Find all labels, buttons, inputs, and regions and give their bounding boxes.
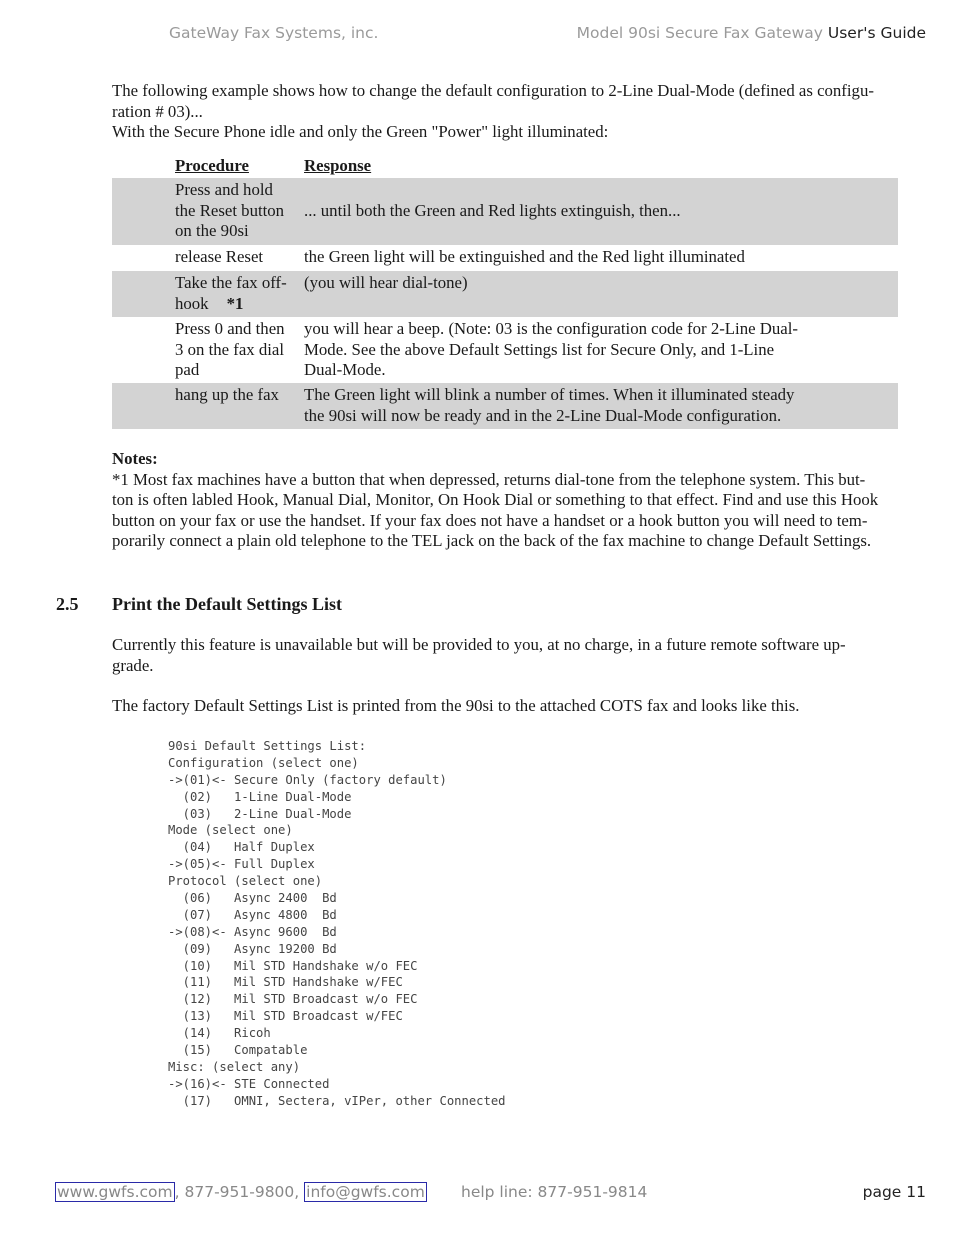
procedure-cell-line: on the 90si	[175, 221, 249, 240]
intro-line: With the Secure Phone idle and only the Green "Power" light illuminated:	[112, 122, 609, 141]
table-row	[112, 383, 898, 429]
body-paragraph	[112, 635, 898, 676]
response-cell-line: Dual-Mode.	[304, 360, 386, 379]
notes-line: *1 Most fax machines have a button that when depressed, returns dial-tone from the telephone system. This but-	[112, 469, 866, 489]
procedure-cell-line: Take the fax off-	[175, 273, 287, 292]
footer-contact	[55, 1183, 427, 1201]
procedure-cell-line: hang up the fax	[175, 385, 279, 404]
notes-line: button on your fax or use the handset. If your fax does not have a handset or a hook button you will need to tem-	[112, 510, 868, 530]
intro-line: ration # 03)...	[112, 101, 203, 121]
procedure-cell-line: hook	[175, 293, 209, 313]
body-line: The factory Default Settings List is printed from the 90si to the attached COTS fax and looks like this.	[112, 696, 800, 715]
response-cell-line: you will hear a beep. (Note: 03 is the configuration code for 2-Line Dual-	[304, 319, 798, 338]
settings-line: (02) 1-Line Dual-Mode	[168, 789, 352, 804]
settings-line: (11) Mil STD Handshake w/FEC	[168, 975, 403, 990]
response-cell-line: ... until both the Green and Red lights extinguish, then...	[304, 201, 681, 220]
notes-line: porarily connect a plain old telephone to the TEL jack on the back of the fax machine to change Default Settings.	[112, 531, 872, 550]
response-cell-line: the 90si will now be ready and in the 2-Line Dual-Mode configuration.	[304, 405, 782, 425]
intro-paragraph	[112, 81, 898, 143]
response-cell-line: The Green light will blink a number of times. When it illuminated steady	[304, 385, 795, 404]
header-company: GateWay Fax Systems, inc.	[169, 24, 379, 42]
table-row	[112, 178, 898, 245]
response-cell-line: the Green light will be extinguished and the Red light illuminated	[304, 247, 745, 266]
settings-line: ->(05)<- Full Duplex	[168, 857, 315, 872]
notes-line: ton is often labled Hook, Manual Dial, Monitor, On Hook Dial or something to that effect. Find and use this Hook	[112, 490, 879, 509]
settings-line: (10) Mil STD Handshake w/o FEC	[168, 958, 418, 973]
notes-section	[112, 449, 898, 552]
procedure-cell-line: the Reset button	[175, 200, 285, 220]
settings-line: (09) Async 19200 Bd	[168, 941, 337, 956]
website-link[interactable]: www.gwfs.com	[57, 1183, 173, 1201]
settings-line: ->(01)<- Secure Only (factory default)	[168, 772, 447, 787]
table-row	[112, 245, 898, 271]
default-settings-list	[168, 738, 506, 1110]
procedure-table	[112, 156, 898, 429]
section-number: 2.5	[56, 594, 79, 614]
response-cell-line: (you will hear dial-tone)	[304, 273, 468, 292]
footnote-marker: *1	[226, 293, 244, 313]
response-cell-line: Mode. See the above Default Settings list for Secure Only, and 1-Line	[304, 339, 775, 359]
settings-line: (12) Mil STD Broadcast w/o FEC	[168, 992, 418, 1007]
settings-line: (14) Ricoh	[168, 1026, 271, 1041]
settings-line: Protocol (select one)	[168, 874, 323, 889]
settings-line: Configuration (select one)	[168, 755, 359, 770]
procedure-cell-line: Press 0 and then	[175, 319, 285, 338]
section-title: Print the Default Settings List	[112, 594, 342, 614]
settings-line: (17) OMNI, Sectera, vIPer, other Connected	[168, 1093, 506, 1108]
settings-line: (15) Compatable	[168, 1043, 308, 1058]
procedure-cell-line: release Reset	[175, 247, 264, 266]
notes-title: Notes:	[112, 449, 158, 468]
header-model: Model 90si Secure Fax Gateway	[576, 24, 823, 42]
settings-line: ->(16)<- STE Connected	[168, 1076, 330, 1091]
settings-line: ->(08)<- Async 9600 Bd	[168, 924, 337, 939]
settings-line: Mode (select one)	[168, 823, 293, 838]
header-guide: User's Guide	[827, 24, 926, 42]
table-header-row	[112, 156, 898, 178]
settings-line: (13) Mil STD Broadcast w/FEC	[168, 1009, 403, 1024]
response-header: Response	[304, 156, 372, 175]
body-paragraph	[112, 696, 898, 717]
footer-helpline: help line: 877-951-9814	[461, 1183, 648, 1201]
email-link[interactable]: info@gwfs.com	[306, 1183, 425, 1201]
procedure-cell-line: Press and hold	[175, 180, 273, 199]
page-number: page 11	[862, 1183, 926, 1201]
settings-line: (06) Async 2400 Bd	[168, 891, 337, 906]
procedure-header: Procedure	[175, 156, 249, 175]
procedure-cell-line: 3 on the fax dial	[175, 339, 285, 359]
settings-line: (03) 2-Line Dual-Mode	[168, 806, 352, 821]
table-row	[112, 317, 898, 383]
header-title	[577, 24, 926, 42]
intro-line: The following example shows how to change the default configuration to 2-Line Dual-Mode (defined as configu-	[112, 81, 874, 100]
settings-line: (04) Half Duplex	[168, 840, 315, 855]
body-line: Currently this feature is unavailable but will be provided to you, at no charge, in a future remote software up-	[112, 635, 846, 654]
settings-line: Misc: (select any)	[168, 1059, 301, 1074]
settings-line: (07) Async 4800 Bd	[168, 907, 337, 922]
table-row	[112, 271, 898, 317]
body-line: grade.	[112, 655, 154, 675]
procedure-cell-line: pad	[175, 360, 200, 379]
footer-phone: , 877-951-9800,	[174, 1183, 305, 1201]
settings-line: 90si Default Settings List:	[168, 739, 367, 753]
